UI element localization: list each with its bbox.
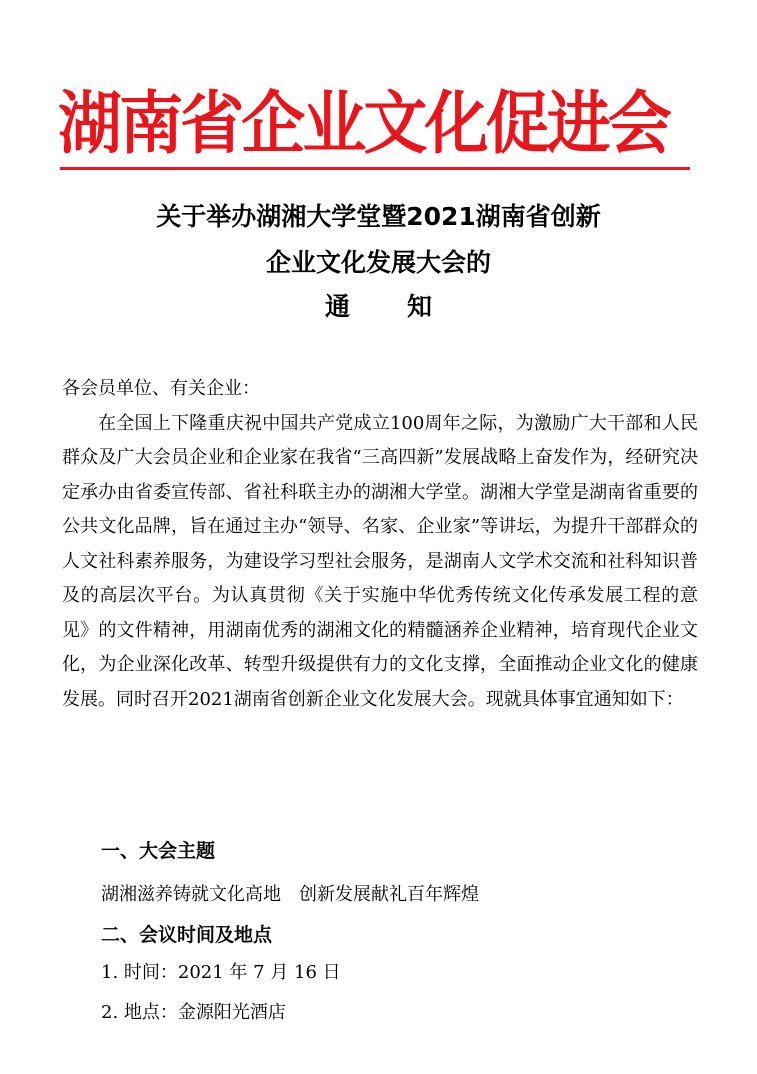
- meeting-location: 2. 地点：金源阳光酒店: [101, 1002, 286, 1023]
- header-divider: [60, 167, 690, 170]
- body-text: [62, 372, 698, 717]
- organization-name: 湖南省企业文化促进会: [58, 84, 670, 164]
- document-title-line-1: 关于举办湖湘大学堂暨2021湖南省创新: [156, 202, 601, 231]
- section-heading-time-location: 二、会议时间及地点: [101, 924, 273, 946]
- document-title-line-3: 通 知: [324, 292, 448, 321]
- theme-text: 湖湘滋养铸就文化高地 创新发展献礼百年辉煌: [101, 884, 479, 905]
- salutation: 各会员单位、有关企业：: [62, 378, 260, 399]
- meeting-time: 1. 时间：2021 年 7 月 16 日: [101, 962, 341, 983]
- document-title-line-2: 企业文化发展大会的: [265, 248, 491, 277]
- main-paragraph: 在全国上下隆重庆祝中国共产党成立100周年之际，为激励广大干部和人民群众及广大会员企业和企业家在我省“三高四新”发展战略上奋发作为，经研究决定承办由省委宣传部、省社科联主办的湖湘大学堂。湖湘大学堂是湖南省重要的公共文化品牌，旨在通过主办“领导、名家、企业家”等讲坛，为提升干部群众的人文社科素养服务，为建设学习型社会服务，是湖南人文学术交流和社科知识普及的高层次平台。为认真贯彻《关于实施中华优秀传统文化传承发展工程的意见》的文件精神，用湖南优秀的湖湘文化的精髓涵养企业精神，培育现代企业文化，为企业深化改革、转型升级提供有力的文化支撑，全面推动企业文化的健康发展。同时召开2021湖南省创新企业文化发展大会。现就具体事宜通知如下：: [62, 412, 698, 710]
- section-heading-theme: 一、大会主题: [101, 840, 216, 862]
